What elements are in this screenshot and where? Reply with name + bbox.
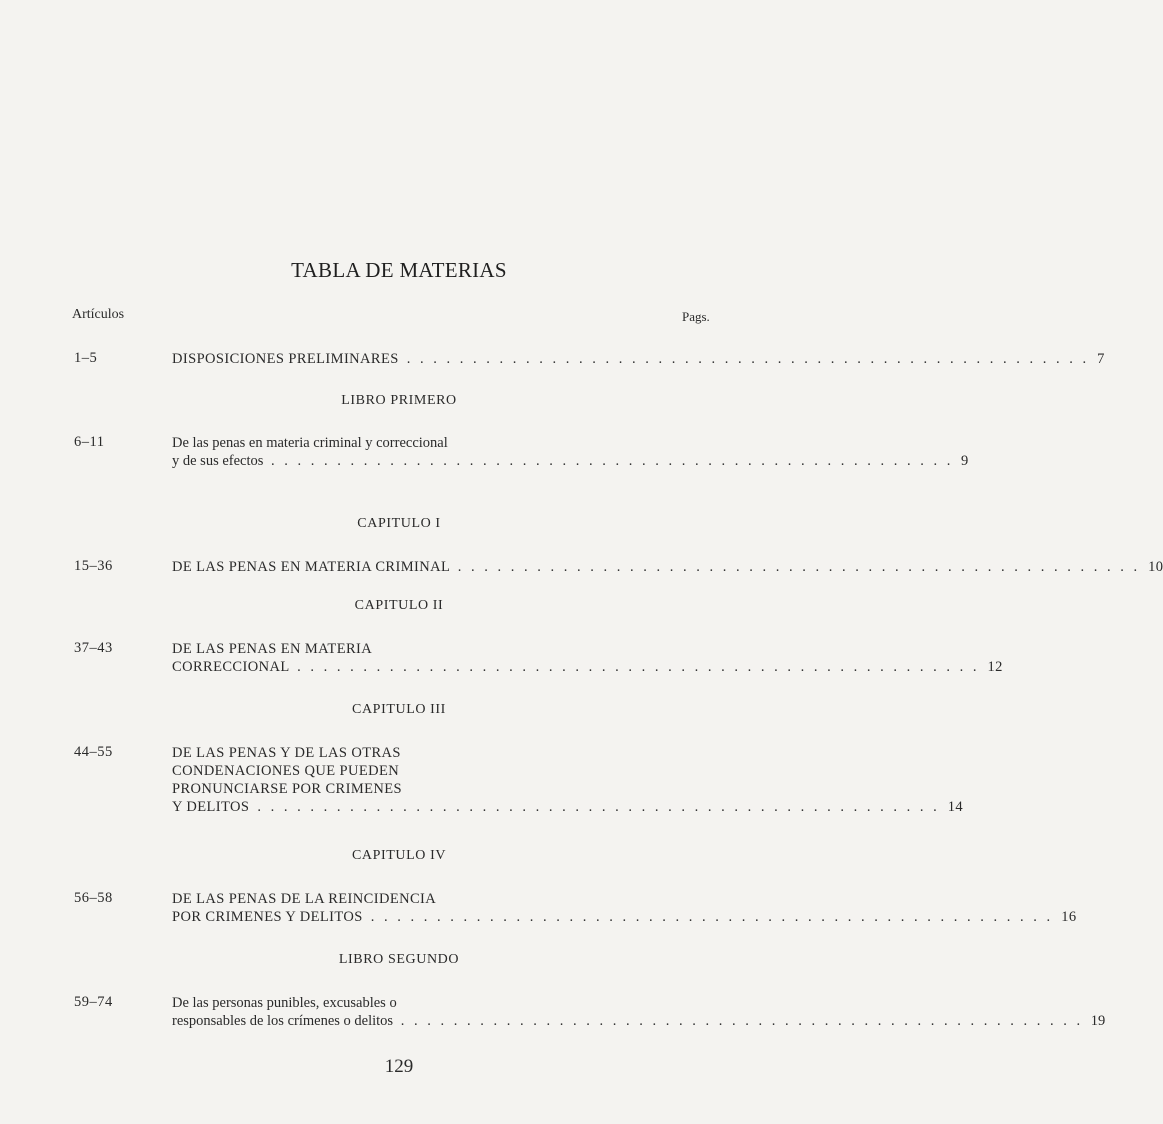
- toc-entry-text: CONDENACIONES QUE PUEDEN: [172, 763, 400, 779]
- toc-entry-line: y de sus efectos . . . . . . . . . . . . . . . . . . . . . . . . . . . . . . . . . . . . . . . . . . . . . . . . . . . . 9: [172, 453, 969, 469]
- toc-entry-text: DE LAS PENAS EN MATERIA CRIMINAL: [172, 559, 450, 575]
- page-number: 7: [1097, 351, 1105, 367]
- page-title: TABLA DE MATERIAS: [291, 258, 507, 282]
- article-range: 6–11: [74, 434, 105, 450]
- toc-entry-text: responsables de los crímenes o delitos: [172, 1013, 394, 1029]
- page-number: 12: [987, 659, 1003, 675]
- toc-entry-line: Y DELITOS . . . . . . . . . . . . . . . . . . . . . . . . . . . . . . . . . . . . . . . . . . . . . . . . . . . . 14: [172, 799, 964, 815]
- toc-entry-text: PRONUNCIARSE POR CRIMENES: [172, 781, 402, 797]
- page-number: 16: [1061, 909, 1077, 925]
- toc-entry: [172, 434, 969, 470]
- toc-entry: [172, 994, 1106, 1030]
- toc-entry-text: DE LAS PENAS DE LA REINCIDENCIA: [172, 891, 437, 907]
- toc-entry-text: POR CRIMENES Y DELITOS: [172, 909, 363, 925]
- page-number: 19: [1090, 1013, 1106, 1029]
- toc-entry-text: y de sus efectos: [172, 453, 264, 469]
- column-header-pages: Pags.: [682, 309, 710, 324]
- toc-entry-text: CORRECCIONAL: [172, 659, 290, 675]
- article-range: 59–74: [74, 994, 113, 1010]
- toc-entry-line: responsables de los crímenes o delitos . . . . . . . . . . . . . . . . . . . . . . . . . . . . . . . . . . . . . . . . . . . . . . . . . . . . 19: [172, 1013, 1106, 1029]
- toc-entry-line: DISPOSICIONES PRELIMINARES . . . . . . . . . . . . . . . . . . . . . . . . . . . . . . . . . . . . . . . . . . . . . . . . . . . . 7: [172, 351, 1105, 367]
- page-number: 9: [961, 453, 969, 469]
- article-range: 37–43: [74, 640, 113, 656]
- column-header-articles: Artículos: [72, 307, 125, 322]
- section-heading: LIBRO PRIMERO: [341, 393, 457, 408]
- page-number: 10: [1148, 559, 1163, 575]
- toc-entry: [172, 350, 1105, 368]
- section-heading: CAPITULO IV: [351, 848, 447, 863]
- toc-entry-text: DE LAS PENAS Y DE LAS OTRAS: [172, 745, 401, 761]
- section-heading: LIBRO SEGUNDO: [338, 952, 460, 967]
- page-number: 14: [947, 799, 964, 815]
- article-range: 1–5: [74, 350, 98, 366]
- section-heading: CAPITULO I: [357, 516, 441, 531]
- toc-entry-text: De las personas punibles, excusables o: [172, 995, 397, 1011]
- section-heading: CAPITULO III: [352, 702, 446, 717]
- toc-entry: [172, 744, 964, 816]
- toc-entry-text: De las penas en materia criminal y correccional: [172, 435, 448, 451]
- toc-entry-line: DE LAS PENAS EN MATERIA CRIMINAL . . . . . . . . . . . . . . . . . . . . . . . . . . . . . . . . . . . . . . . . . . . . . . . . . . . . 10: [172, 559, 1163, 575]
- toc-entry-line: POR CRIMENES Y DELITOS . . . . . . . . . . . . . . . . . . . . . . . . . . . . . . . . . . . . . . . . . . . . . . . . . . . . 16: [172, 909, 1077, 925]
- article-range: 44–55: [74, 744, 113, 760]
- toc-entry: [172, 890, 1077, 926]
- toc-entry-line: CORRECCIONAL . . . . . . . . . . . . . . . . . . . . . . . . . . . . . . . . . . . . . . . . . . . . . . . . . . . . 12: [172, 659, 1003, 675]
- toc-entry: [172, 640, 1003, 676]
- toc-entry-text: DE LAS PENAS EN MATERIA: [172, 641, 373, 657]
- section-heading: CAPITULO II: [354, 598, 444, 613]
- article-range: 56–58: [74, 890, 113, 906]
- toc-entry: [172, 558, 1163, 576]
- article-range: 15–36: [74, 558, 113, 574]
- toc-entry-text: DISPOSICIONES PRELIMINARES: [172, 351, 399, 367]
- page-folio-number: 129: [384, 1056, 414, 1077]
- toc-entry-text: Y DELITOS: [172, 799, 250, 815]
